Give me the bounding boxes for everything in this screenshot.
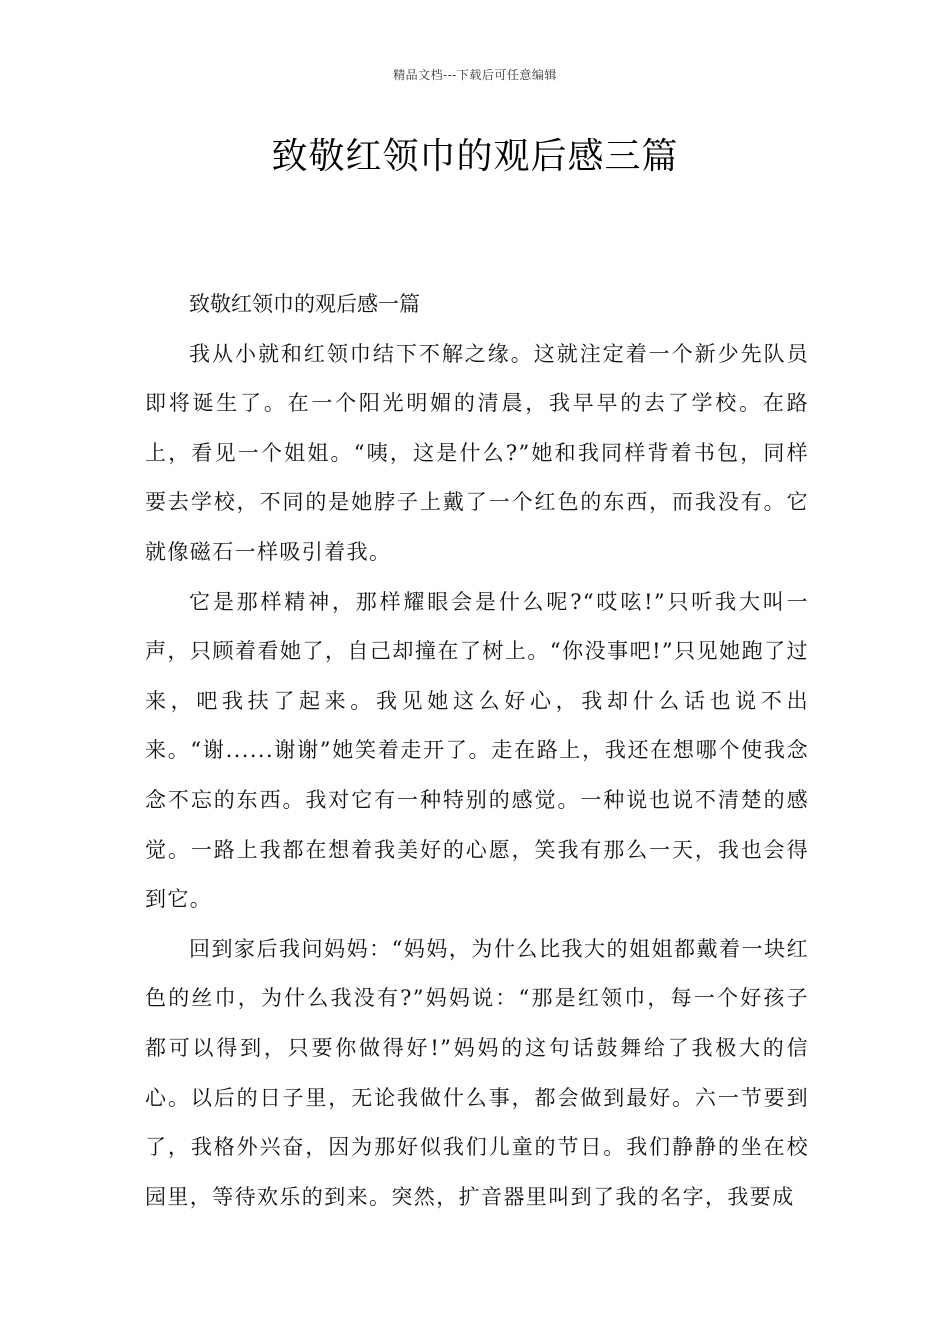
document-body	[145, 280, 809, 1222]
header-note: 精品文档---下载后可任意编辑	[393, 68, 557, 82]
paragraph-3: 回到家后我问妈妈：“妈妈，为什么比我大的姐姐都戴着一块红色的丝巾，为什么我没有?”妈妈说：“那是红领巾，每一个好孩子都可以得到，只要你做得好!”妈妈的这句话鼓舞给了我极大的信心。以后的日子里，无论我做什么事，都会做到最好。六一节要到了，我格外兴奋，因为那好似我们儿童的节日。我们静静的坐在校园里，等待欢乐的到来。突然，扩音器里叫到了我的名字，我要成	[145, 936, 809, 1209]
paragraph-2: 它是那样精神，那样耀眼会是什么呢?“哎呟!”只听我大叫一声，只顾着看她了，自己却撞在了树上。“你没事吧!”只见她跑了过来，吧我扶了起来。我见她这么好心，我却什么话也说不出来。“谢......谢谢”她笑着走开了。走在路上，我还在想哪个使我念念不忘的东西。我对它有一种特别的感觉。一种说也说不清楚的感觉。一路上我都在想着我美好的心愿，笑我有那么一天，我也会得到它。	[145, 589, 809, 912]
paragraph-1: 我从小就和红领巾结下不解之缘。这就注定着一个新少先队员即将诞生了。在一个阳光明媚的清晨，我早早的去了学校。在路上，看见一个姐姐。“咦，这是什么?”她和我同样背着书包，同样要去学校，不同的是她脖子上戴了一个红色的东西，而我没有。它就像磁石一样吸引着我。	[145, 341, 809, 564]
section-title: 致敬红领巾的观后感一篇	[189, 292, 420, 316]
document-title: 致敬红领巾的观后感三篇	[271, 136, 679, 177]
